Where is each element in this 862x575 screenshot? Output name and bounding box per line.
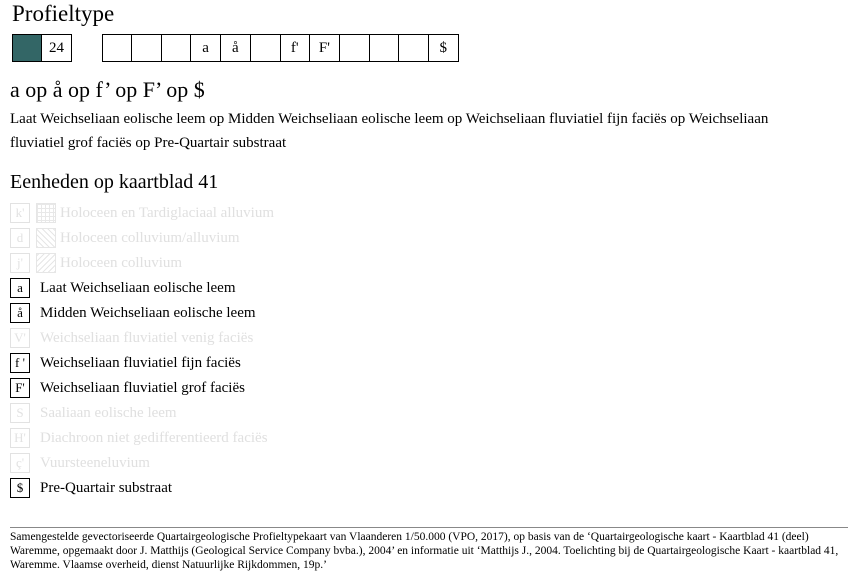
unit-legend-item [10,352,241,374]
unit-legend-item [10,327,253,349]
unit-label: Laat Weichseliaan eolische leem [40,280,236,296]
unit-pattern-swatch [36,253,56,273]
unit-code-box: V' [10,328,30,348]
unit-label: Pre-Quartair substraat [40,480,173,496]
unit-legend-item [10,277,236,299]
profile-cell: a [191,34,221,62]
unit-label: Diachroon niet gedifferentieerd faciës [40,430,268,446]
unit-legend-item [10,227,240,249]
unit-legend-item [10,402,177,424]
page-title: Profieltype [12,1,115,26]
unit-code-box: d [10,228,30,248]
footer-source-note: Samengestelde gevectoriseerde Quartairgeologische Profieltypekaart van Vlaanderen 1/50.000 (VPO, 2017), op basis van de ‘Quartairgeologische kaart - Kaartblad 41 (deel) Waremme, opgemaakt door J. Matthijs (Geological Service Company bvba.), 2004’ en informatie uit ‘Matthijs J., 2004. Toelichting bij de Quartairgeologische Kaart - kaartblad 41, Waremme. Vlaamse overheid, dienst Natuurlijke Rijkdommen, 19p.’ [10,531,839,571]
unit-label: Weichseliaan fluviatiel fijn faciës [40,355,241,371]
unit-label: Saaliaan eolische leem [40,405,177,421]
profile-cell: $ [429,34,459,62]
unit-legend-item [10,252,182,274]
profile-cell [399,34,429,62]
unit-pattern-swatch [36,228,56,248]
unit-label: Holoceen colluvium [60,255,183,271]
units-heading: Eenheden op kaartblad 41 [10,171,219,193]
profile-cell [161,34,191,62]
unit-legend-item [10,427,268,449]
footer-divider [10,527,848,528]
profile-cell [340,34,370,62]
unit-label: Vuursteeneluvium [40,455,150,471]
profile-formula: a op å op f’ op F’ op $ [10,77,205,102]
unit-legend-item [10,202,274,224]
profile-color-swatch [12,34,42,62]
unit-code-box: a [10,278,30,298]
profile-cell [369,34,399,62]
unit-code-box: f ' [10,353,30,373]
unit-label: Holoceen en Tardiglaciaal alluvium [60,205,275,221]
unit-label: Weichseliaan fluviatiel grof faciës [40,380,245,396]
profile-cell [251,34,281,62]
unit-code-box: j' [10,253,30,273]
profile-number: 24 [42,34,72,62]
unit-code-box: k' [10,203,30,223]
profile-cell: f' [280,34,310,62]
unit-legend-item [10,452,150,474]
unit-legend-item [10,302,256,324]
profile-cell: F' [310,34,340,62]
unit-code-box: S [10,403,30,423]
unit-label: Holoceen colluvium/alluvium [60,230,240,246]
profile-cell [102,34,132,62]
unit-legend-item [10,477,172,499]
unit-code-box: ç' [10,453,30,473]
unit-label: Weichseliaan fluviatiel venig faciës [40,330,254,346]
unit-legend-item [10,377,245,399]
profile-cell [132,34,162,62]
unit-code-box: H' [10,428,30,448]
profile-cell: å [221,34,251,62]
unit-label: Midden Weichseliaan eolische leem [40,305,256,321]
unit-code-box: å [10,303,30,323]
profile-description: Laat Weichseliaan eolische leem op Midden Weichseliaan eolische leem op Weichseliaan fluviatiel fijn faciës op Weichseliaan fluviatiel grof faciës op Pre-Quartair substraat [10,111,769,151]
unit-pattern-swatch [36,203,56,223]
unit-code-box: $ [10,478,30,498]
unit-code-box: F' [10,378,30,398]
